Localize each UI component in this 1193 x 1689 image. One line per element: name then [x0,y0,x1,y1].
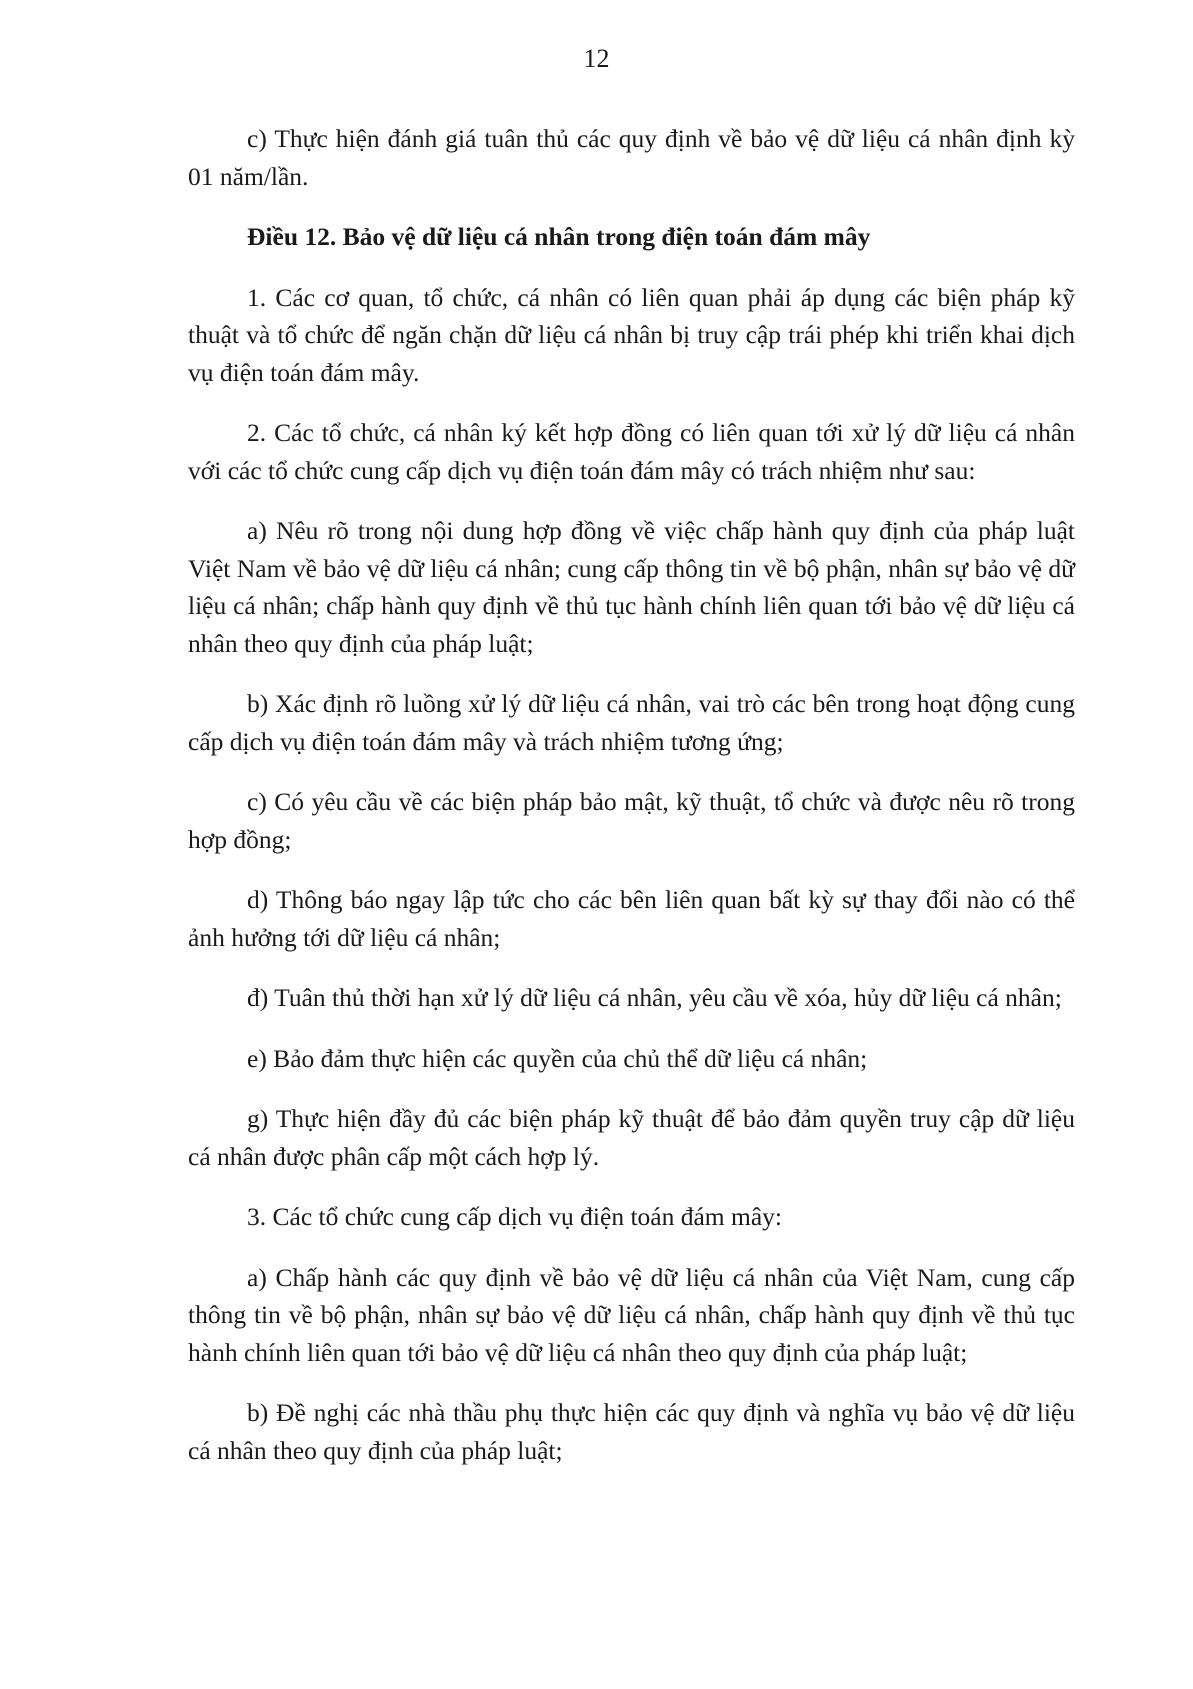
article-12-heading: Điều 12. Bảo vệ dữ liệu cá nhân trong điện toán đám mây [247,222,871,251]
paragraph-item-2dd: đ) Tuân thủ thời hạn xử lý dữ liệu cá nhân, yêu cầu về xóa, hủy dữ liệu cá nhân; [247,983,1062,1012]
document-body [188,120,1075,1492]
paragraph-item-3a: a) Chấp hành các quy định về bảo vệ dữ liệu cá nhân của Việt Nam, cung cấp thông tin về bộ phận, nhân sự bảo vệ dữ liệu cá nhân, chấp hành quy định về thủ tục hành chính liên quan tới bảo vệ dữ liệu cá nhân theo quy định của pháp luật; [188,1262,1075,1367]
paragraph-item-2: 2. Các tổ chức, cá nhân ký kết hợp đồng có liên quan tới xử lý dữ liệu cá nhân với các tổ chức cung cấp dịch vụ điện toán đám mây có trách nhiệm như sau: [188,418,1075,485]
paragraph-item-2d: d) Thông báo ngay lập tức cho các bên liên quan bất kỳ sự thay đổi nào có thể ảnh hưởng tới dữ liệu cá nhân; [188,885,1075,952]
paragraph-item-2g: g) Thực hiện đầy đủ các biện pháp kỹ thuật để bảo đảm quyền truy cập dữ liệu cá nhân được phân cấp một cách hợp lý. [188,1104,1075,1171]
paragraph-clause-c-compliance-review: c) Thực hiện đánh giá tuân thủ các quy định về bảo vệ dữ liệu cá nhân định kỳ 01 năm/lần. [188,124,1075,191]
paragraph-item-2b: b) Xác định rõ luồng xử lý dữ liệu cá nhân, vai trò các bên trong hoạt động cung cấp dịch vụ điện toán đám mây và trách nhiệm tương ứng; [188,689,1075,756]
paragraph-item-2a: a) Nêu rõ trong nội dung hợp đồng về việc chấp hành quy định của pháp luật Việt Nam về bảo vệ dữ liệu cá nhân; cung cấp thông tin về bộ phận, nhân sự bảo vệ dữ liệu cá nhân; chấp hành quy định về thủ tục hành chính liên quan tới bảo vệ dữ liệu cá nhân theo quy định của pháp luật; [188,516,1075,658]
paragraph-item-1: 1. Các cơ quan, tổ chức, cá nhân có liên quan phải áp dụng các biện pháp kỹ thuật và tổ chức để ngăn chặn dữ liệu cá nhân bị truy cập trái phép khi triển khai dịch vụ điện toán đám mây. [188,282,1075,387]
paragraph-item-2e: e) Bảo đảm thực hiện các quyền của chủ thể dữ liệu cá nhân; [247,1043,868,1073]
paragraph-item-2c: c) Có yêu cầu về các biện pháp bảo mật, kỹ thuật, tổ chức và được nêu rõ trong hợp đồng; [188,787,1075,854]
paragraph-item-3: 3. Các tổ chức cung cấp dịch vụ điện toán đám mây: [247,1202,782,1231]
page-number: 12 [583,44,610,73]
paragraph-item-3b: b) Đề nghị các nhà thầu phụ thực hiện các quy định và nghĩa vụ bảo vệ dữ liệu cá nhân theo quy định của pháp luật; [188,1398,1075,1465]
